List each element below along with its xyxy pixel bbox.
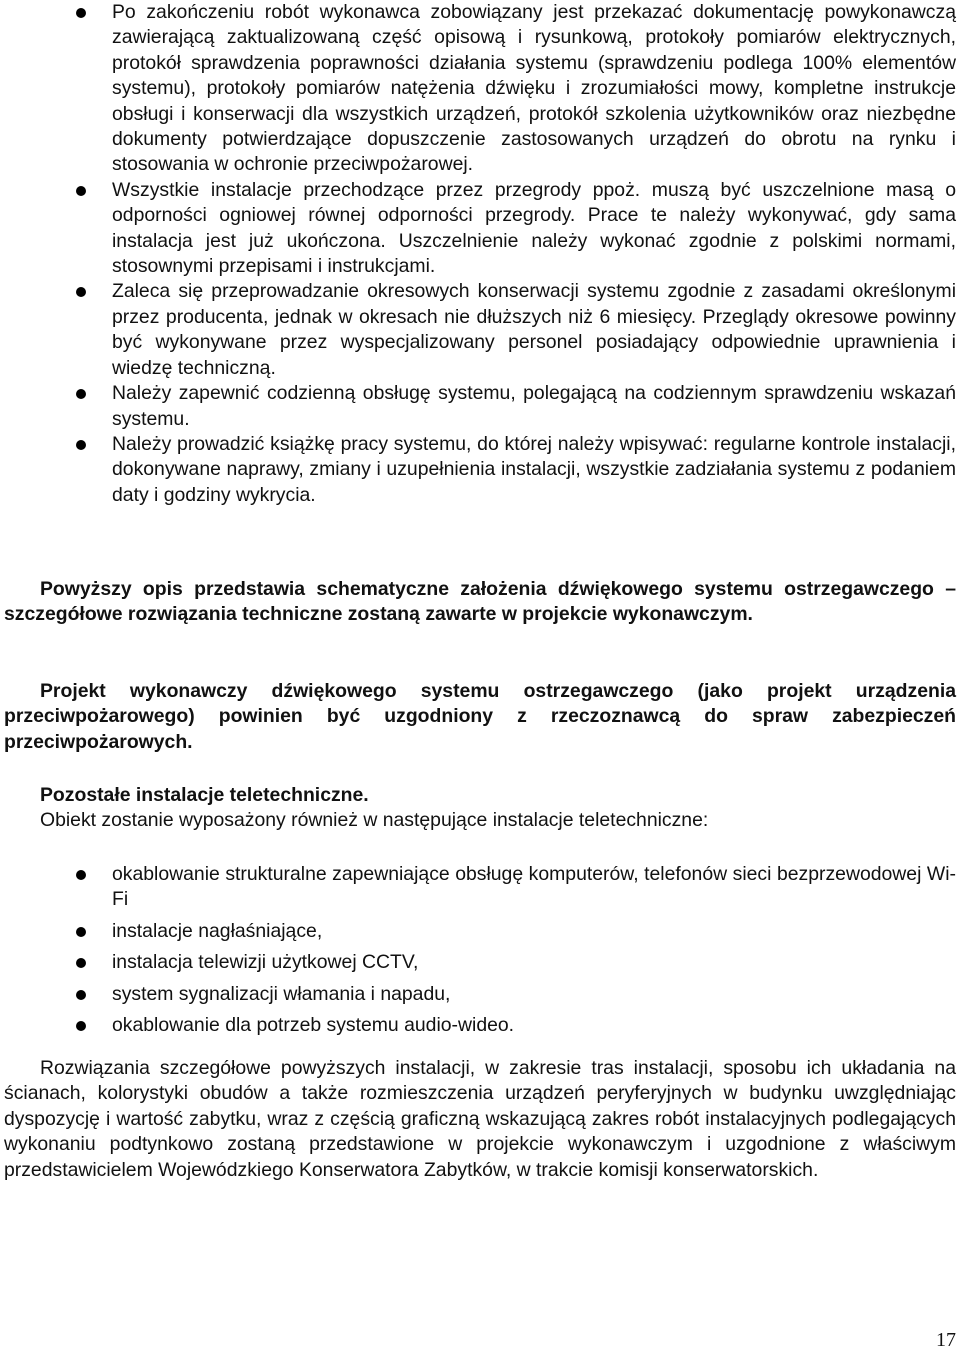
bullet-icon [76, 389, 86, 399]
solutions-paragraph: Rozwiązania szczegółowe powyższych instalacji, w zakresie tras instalacji, sposobu ich układania na ścianach, kolorystyki obudów a także rozmieszczenia urządzeń peryferyjnych w budynku uwzględniając dyspozycję i wartość zabytku, wraz z częścią graficzną wskazującą zakres robót instalacyjnych podlegających wykonaniu podtynkowo zostaną przedstawione w projekcie wykonawczym i uzgodnione z właściwym przedstawicielem Wojewódzkiego Konserwatora Zabytków, w trakcie komisji konserwatorskich. [4, 1057, 956, 1181]
summary-paragraph: Powyższy opis przedstawia schematyczne założenia dźwiękowego systemu ostrzegawczego – szczegółowe rozwiązania techniczne zostaną zawarte w projekcie wykonawczym. [4, 578, 956, 626]
bullet-icon [76, 186, 86, 196]
bullet-icon [76, 440, 86, 450]
list-item-text: Zaleca się przeprowadzanie okresowych konserwacji systemu zgodnie z zasadami określonymi przez producenta, jednak w okresach nie dłuższych niż 6 miesięcy. Przeglądy okresowe powinny być wykonywane przez wyspecjalizowany personel posiadający odpowiednie uprawnienia i wiedzę techniczną. [112, 280, 956, 379]
list-item [0, 862, 960, 913]
list-item [0, 178, 960, 280]
list-item [0, 919, 960, 944]
list-item [0, 381, 960, 432]
list-item [0, 1013, 960, 1038]
list-item-text: okablowanie dla potrzeb systemu audio-wideo. [112, 1014, 515, 1037]
section-heading: Pozostałe instalacje teletechniczne. [40, 784, 369, 806]
bullet-icon [76, 1021, 86, 1031]
list-item-text: Należy zapewnić codzienną obsługę systemu, polegającą na codziennym sprawdzeniu wskazań systemu. [112, 382, 956, 430]
bullet-icon [76, 870, 86, 880]
list-item [0, 279, 960, 381]
bullet-icon [76, 958, 86, 968]
teletechnical-list [0, 862, 960, 1044]
bullet-icon [76, 990, 86, 1000]
project-note-paragraph: Projekt wykonawczy dźwiękowego systemu ostrzegawczego (jako projekt urządzenia przeciwpożarowego) powinien być uzgodniony z rzeczoznawcą do spraw zabezpieczeń przeciwpożarowych. [4, 680, 956, 753]
list-item-text: instalacje nagłaśniające, [112, 919, 323, 942]
list-item-text: Wszystkie instalacje przechodzące przez przegrody ppoż. muszą być uszczelnione masą o odporności ogniowej równej odporności przegrody. Prace te należy wykonywać, gdy sama instalacja jest już ukończona. Uszczelnienie należy wykonać zgodnie z polskimi normami, stosownymi przepisami i instrukcjami. [112, 178, 956, 278]
list-item-text: instalacja telewizji użytkowej CCTV, [112, 951, 419, 974]
section-intro: Obiekt zostanie wyposażony również w następujące instalacje teletechniczne: [40, 809, 709, 831]
list-item-text: Należy prowadzić książkę pracy systemu, do której należy wpisywać: regularne kontrole instalacji, dokonywane naprawy, zmiany i uzupełnienia instalacji, wszystkie zadziałania systemu z podaniem daty i godziny wykrycia. [112, 432, 956, 506]
list-item [0, 950, 960, 975]
bullet-icon [76, 927, 86, 937]
list-item-text: Po zakończeniu robót wykonawca zobowiązany jest przekazać dokumentację powykonawczą zawierającą zaktualizowaną część opisową i rysunkową, protokoły pomiarów elektrycznych, protokół sprawdzenia poprawności działania systemu (sprawdzeniu podlega 100% elementów systemu), protokoły pomiarów natężenia dźwięku i zrozumiałości mowy, kompletne instrukcje obsługi i konserwacji dla wszystkich urządzeń, protokół szkolenia użytkowników oraz niezbędne dokumenty potwierdzające dopuszczenie zastosowanych urządzeń do obrotu na rynku i stosowania w ochronie przeciwpożarowej. [112, 1, 956, 176]
requirements-list [0, 0, 960, 508]
list-item-text: okablowanie strukturalne zapewniające obsługę komputerów, telefonów sieci bezprzewodowej Wi-Fi [112, 863, 956, 911]
bullet-icon [76, 8, 86, 18]
bullet-icon [76, 287, 86, 297]
list-item [0, 432, 960, 508]
list-item-text: system sygnalizacji włamania i napadu, [112, 982, 451, 1005]
list-item [0, 982, 960, 1007]
page-number: 17 [936, 1329, 956, 1351]
list-item [0, 0, 960, 178]
